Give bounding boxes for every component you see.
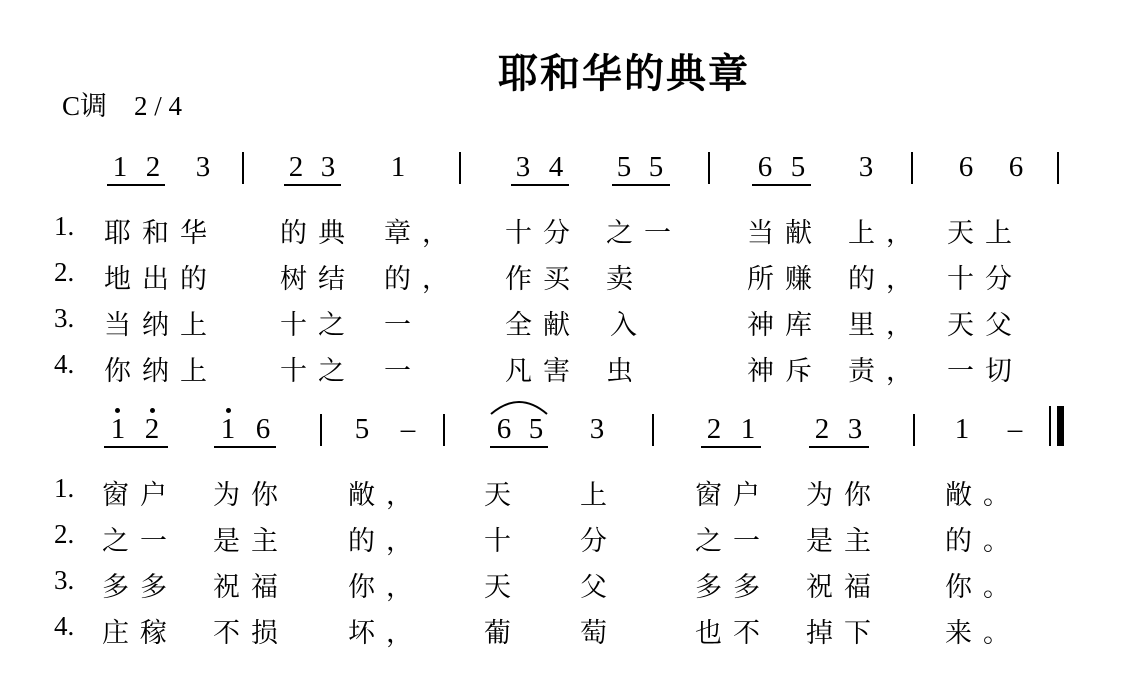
note: 6 — [958, 151, 974, 183]
note: 6 — [1008, 151, 1024, 183]
note: 5 — [790, 151, 806, 183]
lyric-word: 的， — [848, 264, 924, 295]
beam-underline — [214, 446, 276, 448]
key-signature: C调 2 / 4 — [62, 91, 183, 121]
note: 2 — [144, 413, 160, 445]
lyric-word: 之一 — [606, 218, 682, 249]
verse-number: 2. — [54, 519, 75, 549]
lyric-word: 耶和华 — [104, 218, 218, 249]
lyric-word: 十之 — [280, 356, 356, 387]
lyric-word: 父 — [580, 572, 618, 603]
lyric-word: 神斥 — [747, 356, 823, 387]
note: 2 — [288, 151, 304, 183]
lyric-word: 的典 — [280, 218, 356, 249]
lyric-word: 天 — [484, 572, 522, 603]
lyric-word: 庄稼 — [102, 618, 178, 649]
barline — [913, 414, 915, 446]
notation-system-2 — [0, 412, 1134, 472]
note: 3 — [858, 151, 874, 183]
note: 1 — [220, 413, 236, 445]
lyric-word: 虫 — [606, 356, 644, 387]
lyric-word: 多多 — [695, 572, 771, 603]
note: 1 — [740, 413, 756, 445]
lyric-word: 窗户 — [695, 480, 771, 511]
lyric-word: 里， — [848, 310, 924, 341]
lyric-word: 也不 — [695, 618, 771, 649]
lyric-word: 敞。 — [945, 480, 1021, 511]
lyric-word: 一 — [384, 356, 422, 387]
song-title: 耶和华的典章 — [498, 51, 750, 97]
lyric-word: 掉下 — [806, 618, 882, 649]
lyric-word: 为你 — [213, 480, 289, 511]
lyric-line — [0, 565, 1134, 605]
lyric-word: 是主 — [213, 526, 289, 557]
note: 6 — [757, 151, 773, 183]
final-barline-thick — [1057, 406, 1064, 446]
beam-underline — [490, 446, 548, 448]
notation-system-1 — [0, 150, 1134, 210]
verse-number: 4. — [54, 349, 75, 379]
lyric-word: 祝福 — [213, 572, 289, 603]
note: 1 — [112, 151, 128, 183]
lyric-word: 卖 — [606, 264, 644, 295]
octave-dot — [226, 408, 231, 413]
verse-number: 1. — [54, 473, 75, 503]
lyric-word: 分 — [580, 526, 618, 557]
lyric-word: 萄 — [580, 618, 618, 649]
lyric-word: 上， — [848, 218, 924, 249]
lyric-line — [0, 349, 1134, 389]
lyric-word: 十之 — [280, 310, 356, 341]
lyric-word: 神库 — [747, 310, 823, 341]
lyric-word: 上 — [580, 480, 618, 511]
lyric-word: 来。 — [945, 618, 1021, 649]
lyric-word: 所赚 — [747, 264, 823, 295]
lyric-word: 十分 — [947, 264, 1023, 295]
lyric-word: 章， — [384, 218, 460, 249]
note: 2 — [814, 413, 830, 445]
lyric-word: 地出的 — [104, 264, 218, 295]
note: 1 — [954, 413, 970, 445]
beam-underline — [107, 184, 165, 186]
lyric-word: 当纳上 — [104, 310, 218, 341]
lyric-line — [0, 611, 1134, 651]
note: 2 — [145, 151, 161, 183]
note: 3 — [515, 151, 531, 183]
lyric-word: 一 — [384, 310, 422, 341]
beam-underline — [701, 446, 761, 448]
barline — [1057, 152, 1059, 184]
beam-underline — [511, 184, 569, 186]
barline — [320, 414, 322, 446]
lyric-word: 十分 — [505, 218, 581, 249]
lyric-word: 之一 — [695, 526, 771, 557]
lyric-word: 责， — [848, 356, 924, 387]
lyric-word: 不损 — [213, 618, 289, 649]
note: 4 — [548, 151, 564, 183]
lyric-word: 窗户 — [102, 480, 178, 511]
lyric-line — [0, 211, 1134, 251]
verse-number: 3. — [54, 303, 75, 333]
beam-underline — [752, 184, 811, 186]
barline — [652, 414, 654, 446]
verse-number: 3. — [54, 565, 75, 595]
lyric-word: 祝福 — [806, 572, 882, 603]
note: 3 — [320, 151, 336, 183]
lyric-word: 为你 — [806, 480, 882, 511]
lyric-word: 凡害 — [505, 356, 581, 387]
lyric-word: 十 — [484, 526, 522, 557]
note: 1 — [110, 413, 126, 445]
barline — [459, 152, 461, 184]
octave-dot — [150, 408, 155, 413]
octave-dot — [115, 408, 120, 413]
lyric-word: 你纳上 — [104, 356, 218, 387]
note: 3 — [195, 151, 211, 183]
note: 3 — [847, 413, 863, 445]
note: 5 — [616, 151, 632, 183]
note: 6 — [496, 413, 512, 445]
beam-underline — [612, 184, 670, 186]
lyric-word: 葡 — [484, 618, 522, 649]
barline — [911, 152, 913, 184]
verse-number: 2. — [54, 257, 75, 287]
beam-underline — [284, 184, 341, 186]
lyric-word: 的， — [348, 526, 424, 557]
beam-underline — [104, 446, 168, 448]
barline — [242, 152, 244, 184]
lyric-word: 天 — [484, 480, 522, 511]
lyric-line — [0, 303, 1134, 343]
barline — [443, 414, 445, 446]
lyric-word: 坏， — [348, 618, 424, 649]
lyric-word: 多多 — [102, 572, 178, 603]
note: 5 — [528, 413, 544, 445]
note: 3 — [589, 413, 605, 445]
lyric-word: 一切 — [947, 356, 1023, 387]
lyric-word: 作买 — [505, 264, 581, 295]
beam-underline — [809, 446, 869, 448]
lyric-word: 树结 — [280, 264, 356, 295]
note: 6 — [255, 413, 271, 445]
final-barline-thin — [1049, 406, 1051, 446]
lyric-word: 你， — [348, 572, 424, 603]
lyric-word: 当献 — [747, 218, 823, 249]
lyric-word: 你。 — [945, 572, 1021, 603]
note: 5 — [354, 413, 370, 445]
verse-number: 1. — [54, 211, 75, 241]
barline — [708, 152, 710, 184]
lyric-word: 敞， — [348, 480, 424, 511]
note: 2 — [706, 413, 722, 445]
lyric-word: 的。 — [945, 526, 1021, 557]
lyric-word: 是主 — [806, 526, 882, 557]
lyric-word: 之一 — [102, 526, 178, 557]
lyric-word: 的， — [384, 264, 460, 295]
lyric-line — [0, 473, 1134, 513]
lyric-word: 全献 — [505, 310, 581, 341]
lyric-word: 天父 — [947, 310, 1023, 341]
lyric-line — [0, 519, 1134, 559]
note: – — [1007, 413, 1023, 445]
lyric-word: 天上 — [947, 218, 1023, 249]
lyric-word: 入 — [610, 310, 648, 341]
note: – — [400, 413, 416, 445]
lyric-line — [0, 257, 1134, 297]
note: 1 — [390, 151, 406, 183]
verse-number: 4. — [54, 611, 75, 641]
note: 5 — [648, 151, 664, 183]
